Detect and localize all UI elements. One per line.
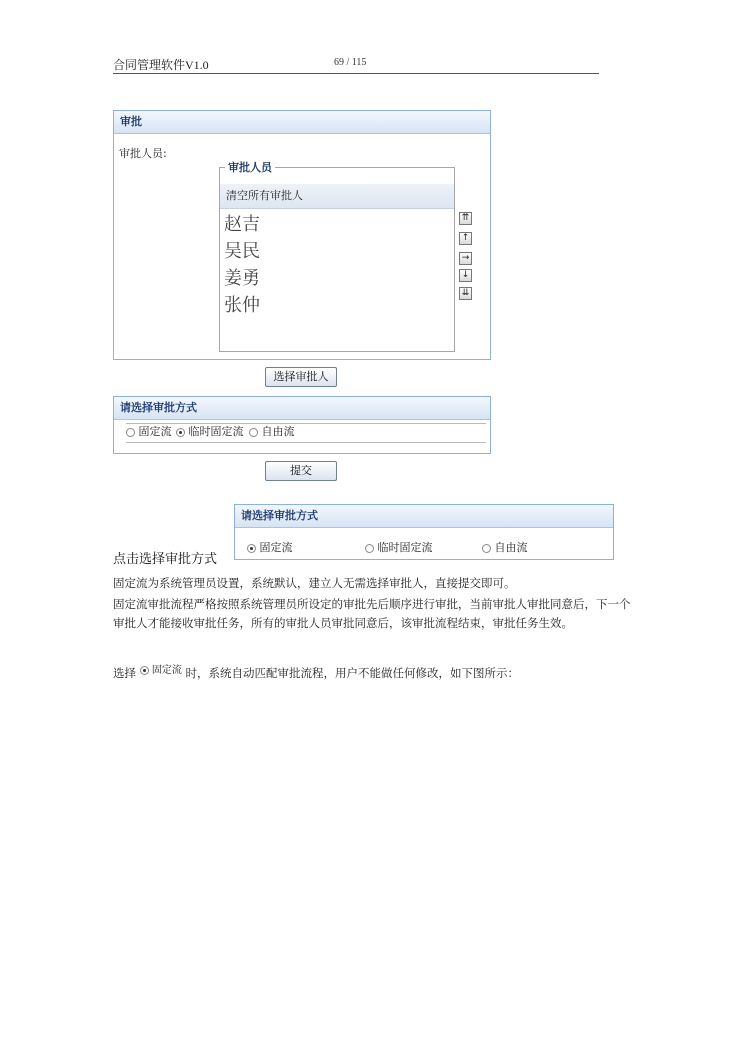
option-label: 固定流 [138, 425, 172, 438]
approval-method-title: 请选择审批方式 [114, 397, 490, 420]
inline-method-title: 请选择审批方式 [235, 505, 613, 528]
move-top-button[interactable]: ⇈ [459, 212, 472, 225]
paragraph-3-suffix: 时，系统自动匹配审批流程，用户不能做任何修改，如下图所示： [185, 666, 519, 680]
radio-icon [247, 544, 256, 553]
paragraph-3-prefix: 选择 [113, 666, 136, 680]
section-heading: 点击选择审批方式 [113, 552, 218, 567]
document-title: 合同管理软件V1.0 [113, 58, 209, 72]
submit-button[interactable]: 提交 [265, 461, 337, 481]
inline-radio-temp-fixed-flow[interactable] [365, 539, 433, 555]
page-number: 69 / 115 [334, 57, 367, 68]
option-label: 临时固定流 [377, 541, 433, 554]
approver-fieldset [219, 167, 455, 352]
option-label: 自由流 [261, 425, 295, 438]
list-item[interactable]: 张仲 [224, 295, 260, 316]
paragraph-3 [113, 665, 519, 681]
paragraph-1: 固定流为系统管理员设置，系统默认，建立人无需选择审批人，直接提交即可。 [113, 576, 516, 590]
approval-panel-title: 审批 [114, 111, 490, 134]
option-label: 自由流 [494, 541, 528, 554]
option-label: 临时固定流 [188, 425, 244, 438]
header-divider [113, 73, 599, 74]
radio-icon [365, 544, 374, 553]
list-item[interactable]: 姜勇 [224, 268, 260, 289]
radio-icon [176, 428, 185, 437]
approver-list [220, 209, 454, 319]
badge-label: 固定流 [151, 665, 182, 676]
option-label: 固定流 [259, 541, 293, 554]
list-item[interactable]: 赵吉 [224, 214, 260, 235]
radio-icon [482, 544, 491, 553]
approval-panel [113, 110, 491, 360]
radio-free-flow[interactable] [249, 423, 295, 439]
radio-icon [140, 666, 149, 675]
paragraph-2: 固定流审批流程严格按照系统管理员所设定的审批先后顺序进行审批，当前审批人审批同意后，下一个审批人才能接收审批任务，所有的审批人员审批同意后，该审批流程结束，审批任务生效。 [113, 597, 631, 630]
move-right-button[interactable]: → [459, 252, 472, 265]
clear-all-approvers[interactable]: 清空所有审批人 [220, 184, 454, 209]
radio-icon [249, 428, 258, 437]
radio-temp-fixed-flow[interactable] [176, 423, 244, 439]
approval-method-panel [113, 396, 491, 454]
inline-method-panel [234, 504, 614, 560]
fixed-flow-badge [140, 661, 182, 676]
approver-fieldset-legend: 审批人员 [225, 159, 275, 175]
inline-radio-free-flow[interactable] [482, 539, 528, 555]
select-approver-button[interactable]: 选择审批人 [265, 367, 337, 387]
list-item[interactable]: 吴民 [224, 241, 260, 262]
inline-radio-fixed-flow[interactable] [247, 539, 293, 555]
radio-icon [126, 428, 135, 437]
move-down-button[interactable]: ↓ [459, 269, 472, 282]
move-up-button[interactable]: ↑ [459, 232, 472, 245]
radio-fixed-flow[interactable] [126, 423, 172, 439]
approver-label: 审批人员: [119, 147, 167, 160]
move-bottom-button[interactable]: ⇊ [459, 287, 472, 300]
